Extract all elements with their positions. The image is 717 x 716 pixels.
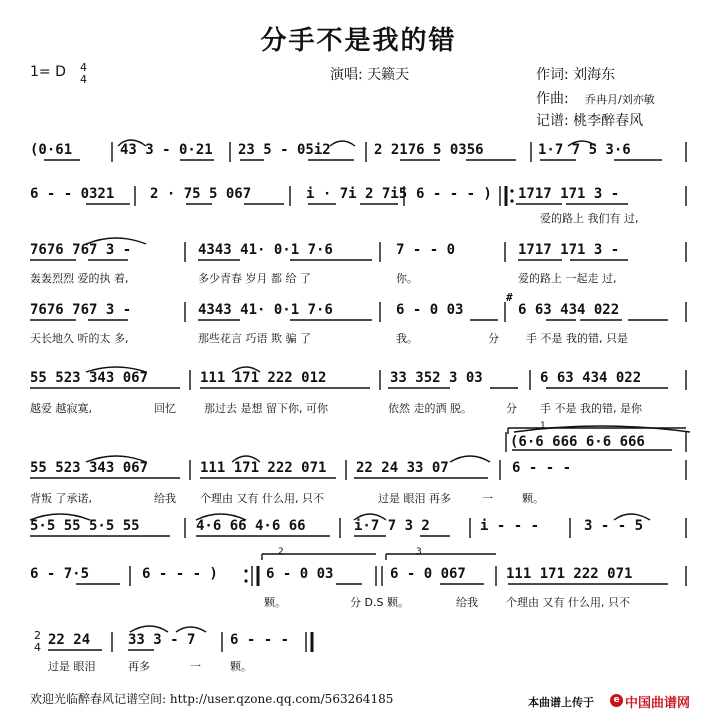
measure: 111 171 222 012 xyxy=(200,370,327,386)
key-signature: 1= D xyxy=(30,64,66,80)
measure: 6 - 0 03 xyxy=(266,566,334,582)
measure: 23 5 - 05i2 xyxy=(238,142,331,158)
welcome-text: 欢迎光临醉春风记谱空间: http://user.qzone.qq.com/563264185 xyxy=(30,692,394,706)
measure: 4·6 66 4·6 66 xyxy=(196,518,306,534)
lyric: 我。 xyxy=(396,332,418,345)
measure: 6 - - - xyxy=(512,460,572,476)
lyric: 手 不是 我的错, 只是 xyxy=(526,332,628,345)
lyric: 给我 xyxy=(456,596,478,609)
lyric: 多少青春 岁月 都 给 了 xyxy=(198,272,311,285)
lyric: 分 xyxy=(506,402,517,415)
measure: 5·5 55 5·5 55 xyxy=(30,518,140,534)
lyric: 爱的路上 一起走 过, xyxy=(518,272,617,285)
measure: 3 - - 5 xyxy=(584,518,644,534)
sharp-sign: # xyxy=(506,291,513,304)
time-change-bottom: 4 xyxy=(34,641,41,654)
measure: 33 3 - 7 xyxy=(128,632,196,648)
lyric: 给我 xyxy=(154,492,176,505)
lyric: 分 D.S 颗。 xyxy=(350,596,409,609)
measure: 43 3 - 0·21 xyxy=(120,142,213,158)
lyric: 颗。 xyxy=(264,596,286,609)
measure: (0·61 xyxy=(30,142,73,158)
measure: 7676 767 3 - xyxy=(30,302,132,318)
measure: 7676 767 3 - xyxy=(30,242,132,258)
measure: 6 63 434 022 xyxy=(518,302,620,318)
volta-2-label: 3 xyxy=(416,547,422,557)
measure: 6 - - - xyxy=(230,632,290,648)
singer-credit: 演唱: 天籁天 xyxy=(330,67,410,83)
measure: 2 2176 5 0356 xyxy=(374,142,484,158)
time-signature-bottom: 4 xyxy=(80,73,87,86)
measure: 55 523 343 067 xyxy=(30,370,149,386)
measure: 2 · 75 5 067 xyxy=(150,186,252,202)
measure: 1·7 7 5 3·6 xyxy=(538,142,631,158)
lyric: 回忆 xyxy=(154,402,176,415)
lyric: 爱的路上 我们有 过, xyxy=(540,212,639,225)
lyric: 颗。 xyxy=(522,492,544,505)
upload-text: 本曲谱上传于 xyxy=(528,696,594,709)
measure: 6 - - - ) xyxy=(142,566,218,582)
measure: 6 63 434 022 xyxy=(540,370,642,386)
lyric: 越爱 越寂寞, xyxy=(30,402,92,415)
lyric: 过是 眼泪 xyxy=(48,660,96,673)
lyric: 手 不是 我的错, 是你 xyxy=(540,402,642,415)
lyric: 分 xyxy=(488,332,499,345)
measure: 4343 41· 0·1 7·6 xyxy=(198,242,333,258)
song-title: 分手不是我的错 xyxy=(260,26,457,56)
measure: 1717 171 3 - xyxy=(518,186,620,202)
measure: 1717 171 3 - xyxy=(518,242,620,258)
composer-label: 作曲: xyxy=(536,91,569,107)
measure: 7 - - 0 xyxy=(396,242,456,258)
site-logo-icon: e xyxy=(610,694,623,707)
lyric: 背叛 了承诺, xyxy=(30,492,92,505)
site-brand: 中国曲谱网 xyxy=(625,696,691,711)
time-signature-top: 4 xyxy=(80,61,87,74)
measure: 6 - 0 067 xyxy=(390,566,466,582)
lyric: 你。 xyxy=(396,272,418,285)
measure: (6·6 666 6·6 666 xyxy=(510,434,645,450)
composer-credit: 乔冉月/刘亦敏 xyxy=(585,93,655,106)
lyric: 个理由 又有 什么用, 只不 xyxy=(200,492,324,505)
transcriber-credit: 记谱: 桃李醉春风 xyxy=(536,113,644,129)
lyric: 依然 走的洒 脱。 xyxy=(388,402,472,415)
lyric: 那些花言 巧语 欺 骗 了 xyxy=(198,332,311,345)
lyric: 轰轰烈烈 爱的执 着, xyxy=(30,272,129,285)
lyric: 一 xyxy=(482,492,493,505)
measure: 111 171 222 071 xyxy=(200,460,327,476)
measure: 6 - - - ) xyxy=(416,186,492,202)
lyric: 个理由 又有 什么用, 只不 xyxy=(506,596,630,609)
measure: i·7 7 3 2 xyxy=(354,518,430,534)
measure: 4343 41· 0·1 7·6 xyxy=(198,302,333,318)
measure: 111 171 222 071 xyxy=(506,566,633,582)
lyric: 一 xyxy=(190,660,201,673)
lyric: 颗。 xyxy=(230,660,252,673)
volta-label: 1 xyxy=(540,421,546,431)
measure: 6 - - 0321 xyxy=(30,186,115,202)
measure: 6 - 0 03 xyxy=(396,302,464,318)
lyric: 那过去 是想 留下你, 可你 xyxy=(204,402,328,415)
lyric: 天长地久 听的太 多, xyxy=(30,332,129,345)
measure: 22 24 33 07 xyxy=(356,460,449,476)
measure: i - - - xyxy=(480,518,540,534)
measure: 55 523 343 067 xyxy=(30,460,149,476)
measure: 22 24 xyxy=(48,632,91,648)
lyric: 过是 眼泪 再多 xyxy=(378,492,451,505)
time-change-top: 2 xyxy=(34,629,41,642)
lyric: 再多 xyxy=(128,660,150,673)
measure: 33 352 3 03 xyxy=(390,370,483,386)
volta-1-label: 2 xyxy=(278,547,284,557)
lyricist-credit: 作词: 刘海东 xyxy=(536,67,616,83)
measure: 6 - 7·5 xyxy=(30,566,90,582)
measure: i · 7i 2 7i5 xyxy=(306,186,408,202)
